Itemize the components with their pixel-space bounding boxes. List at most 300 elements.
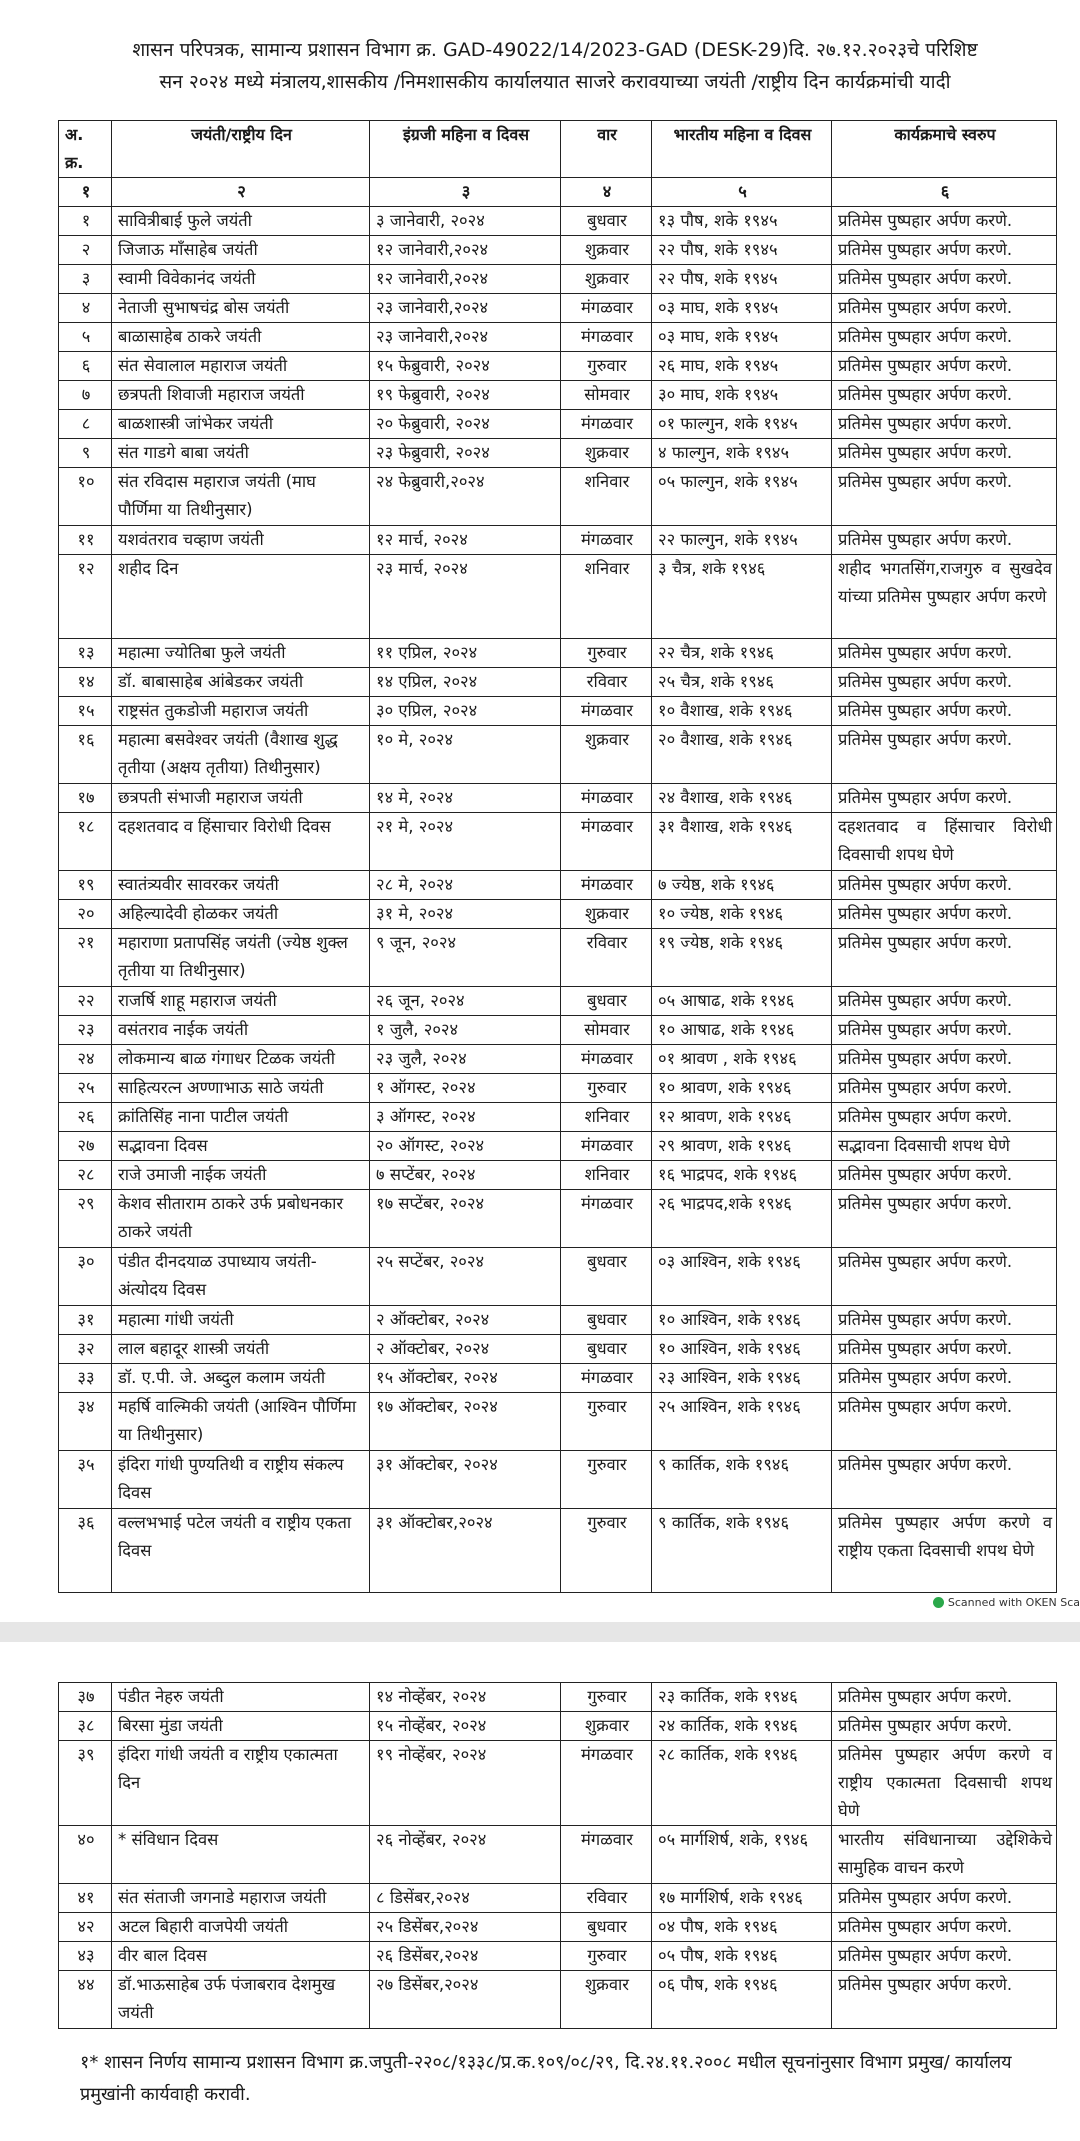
english-date: २ ऑक्टोबर, २०२४ xyxy=(370,1306,561,1335)
event-name: महर्षि वाल्मिकी जयंती (आश्विन पौर्णिमा या तिथीनुसार) xyxy=(112,1393,370,1451)
indian-date: १६ भाद्रपद, शके १९४६ xyxy=(652,1161,832,1190)
table-row xyxy=(59,1683,1057,1712)
event-name: डॉ. बाबासाहेब आंबेडकर जयंती xyxy=(112,668,370,697)
table-row xyxy=(59,726,1057,784)
event-name: अटल बिहारी वाजपेयी जयंती xyxy=(112,1913,370,1942)
table-row xyxy=(59,697,1057,726)
table-row xyxy=(59,526,1057,555)
table-row xyxy=(59,1016,1057,1045)
english-date: २३ जुलै, २०२४ xyxy=(370,1045,561,1074)
weekday: मंगळवार xyxy=(561,526,652,555)
english-date: ८ डिसेंबर,२०२४ xyxy=(370,1884,561,1913)
weekday: मंगळवार xyxy=(561,1364,652,1393)
indian-date: २५ चैत्र, शके १९४६ xyxy=(652,668,832,697)
program-description: प्रतिमेस पुष्पहार अर्पण करणे. xyxy=(832,526,1057,555)
serial-number: १ xyxy=(59,207,112,236)
english-date: ३ जानेवारी, २०२४ xyxy=(370,207,561,236)
program-description: प्रतिमेस पुष्पहार अर्पण करणे व राष्ट्रीय एकता दिवसाची शपथ घेणे xyxy=(832,1509,1057,1593)
event-name: डॉ.भाऊसाहेब उर्फ पंजाबराव देशमुख जयंती xyxy=(112,1971,370,2029)
serial-number: १५ xyxy=(59,697,112,726)
indian-date: २४ कार्तिक, शके १९४६ xyxy=(652,1712,832,1741)
serial-number: ३८ xyxy=(59,1712,112,1741)
col-header-english-date: इंग्रजी महिना व दिवस xyxy=(370,121,561,178)
weekday: गुरुवार xyxy=(561,1074,652,1103)
event-name: बाळशास्त्री जांभेकर जयंती xyxy=(112,410,370,439)
program-description: प्रतिमेस पुष्पहार अर्पण करणे. xyxy=(832,1306,1057,1335)
indian-date: १२ श्रावण, शके १९४६ xyxy=(652,1103,832,1132)
table-row xyxy=(59,1161,1057,1190)
table-row xyxy=(59,1190,1057,1248)
table-row xyxy=(59,1306,1057,1335)
program-description: प्रतिमेस पुष्पहार अर्पण करणे. xyxy=(832,1942,1057,1971)
serial-number: ४ xyxy=(59,294,112,323)
indian-date: १३ पौष, शके १९४५ xyxy=(652,207,832,236)
weekday: गुरुवार xyxy=(561,1393,652,1451)
program-description: प्रतिमेस पुष्पहार अर्पण करणे. xyxy=(832,1016,1057,1045)
event-name: इंदिरा गांधी जयंती व राष्ट्रीय एकात्मता दिन xyxy=(112,1741,370,1826)
table-row xyxy=(59,1393,1057,1451)
program-description: शहीद भगतसिंग,राजगुरु व सुखदेव यांच्या प्रतिमेस पुष्पहार अर्पण करणे xyxy=(832,555,1057,639)
schedule-table xyxy=(58,120,1057,1593)
english-date: ३१ ऑक्टोबर, २०२४ xyxy=(370,1451,561,1509)
indian-date: २६ माघ, शके १९४५ xyxy=(652,352,832,381)
event-name: पंडीत नेहरु जयंती xyxy=(112,1683,370,1712)
indian-date: ९ कार्तिक, शके १९४६ xyxy=(652,1509,832,1593)
table-row xyxy=(59,410,1057,439)
table-row xyxy=(59,1045,1057,1074)
program-description: प्रतिमेस पुष्पहार अर्पण करणे. xyxy=(832,668,1057,697)
weekday: गुरुवार xyxy=(561,639,652,668)
event-name: क्रांतिसिंह नाना पाटील जयंती xyxy=(112,1103,370,1132)
event-name: महात्मा बसवेश्वर जयंती (वैशाख शुद्ध तृतीया (अक्षय तृतीया) तिथीनुसार) xyxy=(112,726,370,784)
event-name: संत सेवालाल महाराज जयंती xyxy=(112,352,370,381)
indian-date: ३१ वैशाख, शके १९४६ xyxy=(652,813,832,871)
program-description: सद्भावना दिवसाची शपथ घेणे xyxy=(832,1132,1057,1161)
indian-date: २२ चैत्र, शके १९४६ xyxy=(652,639,832,668)
indian-date: २२ पौष, शके १९४५ xyxy=(652,236,832,265)
column-number: ३ xyxy=(370,178,561,207)
event-name: बाळासाहेब ठाकरे जयंती xyxy=(112,323,370,352)
table-row xyxy=(59,381,1057,410)
program-description: प्रतिमेस पुष्पहार अर्पण करणे. xyxy=(832,1074,1057,1103)
program-description: प्रतिमेस पुष्पहार अर्पण करणे. xyxy=(832,323,1057,352)
indian-date: ०५ पौष, शके १९४६ xyxy=(652,1942,832,1971)
weekday: रविवार xyxy=(561,929,652,987)
indian-date: २८ कार्तिक, शके १९४६ xyxy=(652,1741,832,1826)
weekday: शुक्रवार xyxy=(561,900,652,929)
program-description: प्रतिमेस पुष्पहार अर्पण करणे. xyxy=(832,1161,1057,1190)
event-name: सद्भावना दिवस xyxy=(112,1132,370,1161)
serial-number: ३ xyxy=(59,265,112,294)
table-row xyxy=(59,1074,1057,1103)
serial-number: २२ xyxy=(59,987,112,1016)
scanner-label: Scanned with OKEN Sca xyxy=(947,1596,1080,1609)
col-header-program: कार्यक्रमाचे स्वरुप xyxy=(832,121,1057,178)
serial-number: ३६ xyxy=(59,1509,112,1593)
table-row xyxy=(59,294,1057,323)
event-name: नेताजी सुभाषचंद्र बोस जयंती xyxy=(112,294,370,323)
event-name: शहीद दिन xyxy=(112,555,370,639)
serial-number: ४० xyxy=(59,1826,112,1884)
program-description: प्रतिमेस पुष्पहार अर्पण करणे. xyxy=(832,294,1057,323)
program-description: प्रतिमेस पुष्पहार अर्पण करणे. xyxy=(832,381,1057,410)
column-number: ४ xyxy=(561,178,652,207)
english-date: २३ फेब्रुवारी, २०२४ xyxy=(370,439,561,468)
english-date: ९ जून, २०२४ xyxy=(370,929,561,987)
table-row xyxy=(59,987,1057,1016)
program-description: प्रतिमेस पुष्पहार अर्पण करणे. xyxy=(832,352,1057,381)
indian-date: ३० माघ, शके १९४५ xyxy=(652,381,832,410)
weekday: गुरुवार xyxy=(561,1683,652,1712)
serial-number: ४३ xyxy=(59,1942,112,1971)
program-description: प्रतिमेस पुष्पहार अर्पण करणे. xyxy=(832,1971,1057,2029)
serial-number: १४ xyxy=(59,668,112,697)
indian-date: १० वैशाख, शके १९४६ xyxy=(652,697,832,726)
program-description: प्रतिमेस पुष्पहार अर्पण करणे. xyxy=(832,410,1057,439)
weekday: शुक्रवार xyxy=(561,236,652,265)
serial-number: ३७ xyxy=(59,1683,112,1712)
table-row xyxy=(59,1884,1057,1913)
event-name: राजे उमाजी नाईक जयंती xyxy=(112,1161,370,1190)
english-date: २८ मे, २०२४ xyxy=(370,871,561,900)
indian-date: ०३ माघ, शके १९४५ xyxy=(652,294,832,323)
english-date: २५ डिसेंबर,२०२४ xyxy=(370,1913,561,1942)
english-date: २६ नोव्हेंबर, २०२४ xyxy=(370,1826,561,1884)
table-row xyxy=(59,1913,1057,1942)
table-row xyxy=(59,265,1057,294)
serial-number: ११ xyxy=(59,526,112,555)
serial-number: १० xyxy=(59,468,112,526)
weekday: शुक्रवार xyxy=(561,439,652,468)
col-header-indian-date: भारतीय महिना व दिवस xyxy=(652,121,832,178)
event-name: पंडीत दीनदयाळ उपाध्याय जयंती-अंत्योदय दिवस xyxy=(112,1248,370,1306)
english-date: २७ डिसेंबर,२०२४ xyxy=(370,1971,561,2029)
col-header-serial: अ. क्र. xyxy=(59,121,112,178)
serial-number: २५ xyxy=(59,1074,112,1103)
table-row xyxy=(59,236,1057,265)
table-row xyxy=(59,1509,1057,1593)
event-name: छत्रपती संभाजी महाराज जयंती xyxy=(112,784,370,813)
weekday: शनिवार xyxy=(561,1161,652,1190)
english-date: २५ सप्टेंबर, २०२४ xyxy=(370,1248,561,1306)
table-row xyxy=(59,1335,1057,1364)
english-date: २३ मार्च, २०२४ xyxy=(370,555,561,639)
serial-number: ३४ xyxy=(59,1393,112,1451)
indian-date: ४ फाल्गुन, शके १९४५ xyxy=(652,439,832,468)
event-name: यशवंतराव चव्हाण जयंती xyxy=(112,526,370,555)
weekday: मंगळवार xyxy=(561,323,652,352)
table-row xyxy=(59,1971,1057,2029)
col-header-event: जयंती/राष्ट्रीय दिन xyxy=(112,121,370,178)
program-description: प्रतिमेस पुष्पहार अर्पण करणे. xyxy=(832,726,1057,784)
serial-number: २३ xyxy=(59,1016,112,1045)
schedule-table-continued xyxy=(58,1682,1057,2029)
english-date: २१ मे, २०२४ xyxy=(370,813,561,871)
event-name: दहशतवाद व हिंसाचार विरोधी दिवस xyxy=(112,813,370,871)
english-date: १ ऑगस्ट, २०२४ xyxy=(370,1074,561,1103)
table-row xyxy=(59,468,1057,526)
indian-date: ०१ फाल्गुन, शके १९४५ xyxy=(652,410,832,439)
english-date: १५ नोव्हेंबर, २०२४ xyxy=(370,1712,561,1741)
indian-date: १७ मार्गशिर्ष, शके १९४६ xyxy=(652,1884,832,1913)
weekday: बुधवार xyxy=(561,1248,652,1306)
program-description: प्रतिमेस पुष्पहार अर्पण करणे. xyxy=(832,871,1057,900)
event-name: राष्ट्रसंत तुकडोजी महाराज जयंती xyxy=(112,697,370,726)
weekday: मंगळवार xyxy=(561,1045,652,1074)
serial-number: ४१ xyxy=(59,1884,112,1913)
event-name: छत्रपती शिवाजी महाराज जयंती xyxy=(112,381,370,410)
indian-date: ०३ आश्विन, शके १९४६ xyxy=(652,1248,832,1306)
serial-number: ३२ xyxy=(59,1335,112,1364)
english-date: १० मे, २०२४ xyxy=(370,726,561,784)
serial-number: ३५ xyxy=(59,1451,112,1509)
serial-number: २९ xyxy=(59,1190,112,1248)
program-description: प्रतिमेस पुष्पहार अर्पण करणे. xyxy=(832,987,1057,1016)
column-number: ६ xyxy=(832,178,1057,207)
indian-date: २२ फाल्गुन, शके १९४५ xyxy=(652,526,832,555)
program-description: प्रतिमेस पुष्पहार अर्पण करणे. xyxy=(832,639,1057,668)
table-row xyxy=(59,668,1057,697)
weekday: बुधवार xyxy=(561,987,652,1016)
indian-date: २३ आश्विन, शके १९४६ xyxy=(652,1364,832,1393)
program-description: प्रतिमेस पुष्पहार अर्पण करणे. xyxy=(832,1393,1057,1451)
table-row xyxy=(59,1942,1057,1971)
column-number: २ xyxy=(112,178,370,207)
program-description: दहशतवाद व हिंसाचार विरोधी दिवसाची शपथ घेणे xyxy=(832,813,1057,871)
serial-number: २७ xyxy=(59,1132,112,1161)
event-name: जिजाऊ माँसाहेब जयंती xyxy=(112,236,370,265)
indian-date: ९ कार्तिक, शके १९४६ xyxy=(652,1451,832,1509)
serial-number: २८ xyxy=(59,1161,112,1190)
table-row xyxy=(59,813,1057,871)
english-date: १२ मार्च, २०२४ xyxy=(370,526,561,555)
weekday: मंगळवार xyxy=(561,784,652,813)
weekday: गुरुवार xyxy=(561,1509,652,1593)
serial-number: ९ xyxy=(59,439,112,468)
column-number: ५ xyxy=(652,178,832,207)
event-name: महाराणा प्रतापसिंह जयंती (ज्येष्ठ शुक्ल तृतीया या तिथीनुसार) xyxy=(112,929,370,987)
program-description: प्रतिमेस पुष्पहार अर्पण करणे व राष्ट्रीय एकात्मता दिवसाची शपथ घेणे xyxy=(832,1741,1057,1826)
program-description: प्रतिमेस पुष्पहार अर्पण करणे. xyxy=(832,929,1057,987)
weekday: गुरुवार xyxy=(561,1451,652,1509)
english-date: २३ जानेवारी,२०२४ xyxy=(370,323,561,352)
weekday: शनिवार xyxy=(561,468,652,526)
event-name: लोकमान्य बाळ गंगाधर टिळक जयंती xyxy=(112,1045,370,1074)
english-date: १२ जानेवारी,२०२४ xyxy=(370,236,561,265)
serial-number: ४४ xyxy=(59,1971,112,2029)
event-name: महात्मा ज्योतिबा फुले जयंती xyxy=(112,639,370,668)
column-number: १ xyxy=(59,178,112,207)
serial-number: ६ xyxy=(59,352,112,381)
event-name: लाल बहादूर शास्त्री जयंती xyxy=(112,1335,370,1364)
serial-number: ३९ xyxy=(59,1741,112,1826)
event-name: संत रविदास महाराज जयंती (माघ पौर्णिमा या तिथीनुसार) xyxy=(112,468,370,526)
english-date: २६ डिसेंबर,२०२४ xyxy=(370,1942,561,1971)
program-description: प्रतिमेस पुष्पहार अर्पण करणे. xyxy=(832,1045,1057,1074)
weekday: शुक्रवार xyxy=(561,1971,652,2029)
english-date: २० फेब्रुवारी, २०२४ xyxy=(370,410,561,439)
table-row xyxy=(59,1103,1057,1132)
english-date: २४ फेब्रुवारी,२०२४ xyxy=(370,468,561,526)
program-description: प्रतिमेस पुष्पहार अर्पण करणे. xyxy=(832,207,1057,236)
indian-date: १० श्रावण, शके १९४६ xyxy=(652,1074,832,1103)
english-date: १७ सप्टेंबर, २०२४ xyxy=(370,1190,561,1248)
event-name: बिरसा मुंडा जयंती xyxy=(112,1712,370,1741)
indian-date: १० ज्येष्ठ, शके १९४६ xyxy=(652,900,832,929)
table-row xyxy=(59,1826,1057,1884)
event-name: वीर बाल दिवस xyxy=(112,1942,370,1971)
english-date: २६ जून, २०२४ xyxy=(370,987,561,1016)
event-name: महात्मा गांधी जयंती xyxy=(112,1306,370,1335)
weekday: गुरुवार xyxy=(561,1942,652,1971)
serial-number: २४ xyxy=(59,1045,112,1074)
serial-number: ५ xyxy=(59,323,112,352)
english-date: २ ऑक्टोबर, २०२४ xyxy=(370,1335,561,1364)
english-date: ३१ मे, २०२४ xyxy=(370,900,561,929)
table-row xyxy=(59,871,1057,900)
english-date: १२ जानेवारी,२०२४ xyxy=(370,265,561,294)
weekday: मंगळवार xyxy=(561,1741,652,1826)
english-date: ७ सप्टेंबर, २०२४ xyxy=(370,1161,561,1190)
serial-number: ३० xyxy=(59,1248,112,1306)
serial-number: ३१ xyxy=(59,1306,112,1335)
english-date: १४ एप्रिल, २०२४ xyxy=(370,668,561,697)
program-description: प्रतिमेस पुष्पहार अर्पण करणे. xyxy=(832,468,1057,526)
english-date: १९ फेब्रुवारी, २०२४ xyxy=(370,381,561,410)
indian-date: ०३ माघ, शके १९४५ xyxy=(652,323,832,352)
document-header xyxy=(60,34,1050,98)
serial-number: २१ xyxy=(59,929,112,987)
event-name: संत संताजी जगनाडे महाराज जयंती xyxy=(112,1884,370,1913)
indian-date: ३ चैत्र, शके १९४६ xyxy=(652,555,832,639)
table-row xyxy=(59,1712,1057,1741)
english-date: १७ ऑक्टोबर, २०२४ xyxy=(370,1393,561,1451)
indian-date: ०५ फाल्गुन, शके १९४५ xyxy=(652,468,832,526)
indian-date: १० आश्विन, शके १९४६ xyxy=(652,1306,832,1335)
indian-date: १० आश्विन, शके १९४६ xyxy=(652,1335,832,1364)
english-date: १९ नोव्हेंबर, २०२४ xyxy=(370,1741,561,1826)
weekday: मंगळवार xyxy=(561,813,652,871)
serial-number: ३३ xyxy=(59,1364,112,1393)
weekday: शुक्रवार xyxy=(561,1712,652,1741)
indian-date: १० आषाढ, शके १९४६ xyxy=(652,1016,832,1045)
page-separator xyxy=(0,1622,1080,1642)
table-row xyxy=(59,1248,1057,1306)
indian-date: ०६ पौष, शके १९४६ xyxy=(652,1971,832,2029)
header-line-1: शासन परिपत्रक, सामान्य प्रशासन विभाग क्र. GAD-49022/14/2023-GAD (DESK-29)दि. २७.१२.२०२३चे परिशिष्ट xyxy=(132,39,978,61)
program-description: प्रतिमेस पुष्पहार अर्पण करणे. xyxy=(832,784,1057,813)
english-date: १५ ऑक्टोबर, २०२४ xyxy=(370,1364,561,1393)
serial-number: २६ xyxy=(59,1103,112,1132)
weekday: शुक्रवार xyxy=(561,726,652,784)
program-description: प्रतिमेस पुष्पहार अर्पण करणे. xyxy=(832,1190,1057,1248)
event-name: वल्लभभाई पटेल जयंती व राष्ट्रीय एकता दिवस xyxy=(112,1509,370,1593)
indian-date: २० वैशाख, शके १९४६ xyxy=(652,726,832,784)
weekday: मंगळवार xyxy=(561,871,652,900)
indian-date: २३ कार्तिक, शके १९४६ xyxy=(652,1683,832,1712)
table-row xyxy=(59,555,1057,639)
program-description: प्रतिमेस पुष्पहार अर्पण करणे. xyxy=(832,1335,1057,1364)
table-row xyxy=(59,929,1057,987)
event-name: साहित्यरत्न अण्णाभाऊ साठे जयंती xyxy=(112,1074,370,1103)
indian-date: ०५ मार्गशिर्ष, शके, १९४६ xyxy=(652,1826,832,1884)
serial-number: १३ xyxy=(59,639,112,668)
serial-number: १६ xyxy=(59,726,112,784)
serial-number: ८ xyxy=(59,410,112,439)
serial-number: २ xyxy=(59,236,112,265)
event-name: संत गाडगे बाबा जयंती xyxy=(112,439,370,468)
weekday: मंगळवार xyxy=(561,410,652,439)
english-date: १४ नोव्हेंबर, २०२४ xyxy=(370,1683,561,1712)
program-description: प्रतिमेस पुष्पहार अर्पण करणे. xyxy=(832,900,1057,929)
weekday: मंगळवार xyxy=(561,1132,652,1161)
weekday: रविवार xyxy=(561,1884,652,1913)
event-name: स्वातंत्र्यवीर सावरकर जयंती xyxy=(112,871,370,900)
indian-date: ०१ श्रावण , शके १९४६ xyxy=(652,1045,832,1074)
table-row xyxy=(59,900,1057,929)
event-name: इंदिरा गांधी पुण्यतिथी व राष्ट्रीय संकल्प दिवस xyxy=(112,1451,370,1509)
program-description: प्रतिमेस पुष्पहार अर्पण करणे. xyxy=(832,697,1057,726)
weekday: बुधवार xyxy=(561,1335,652,1364)
english-date: ३ ऑगस्ट, २०२४ xyxy=(370,1103,561,1132)
program-description: प्रतिमेस पुष्पहार अर्पण करणे. xyxy=(832,1913,1057,1942)
table-row xyxy=(59,1451,1057,1509)
indian-date: २९ श्रावण, शके १९४६ xyxy=(652,1132,832,1161)
program-description: प्रतिमेस पुष्पहार अर्पण करणे. xyxy=(832,1103,1057,1132)
program-description: प्रतिमेस पुष्पहार अर्पण करणे. xyxy=(832,1451,1057,1509)
serial-number: २० xyxy=(59,900,112,929)
serial-number: १२ xyxy=(59,555,112,639)
indian-date: ०५ आषाढ, शके १९४६ xyxy=(652,987,832,1016)
weekday: मंगळवार xyxy=(561,697,652,726)
event-name: सावित्रीबाई फुले जयंती xyxy=(112,207,370,236)
indian-date: ०४ पौष, शके १९४६ xyxy=(652,1913,832,1942)
column-number-row xyxy=(59,178,1057,207)
table-row xyxy=(59,439,1057,468)
program-description: प्रतिमेस पुष्पहार अर्पण करणे. xyxy=(832,439,1057,468)
event-name: डॉ. ए.पी. जे. अब्दुल कलाम जयंती xyxy=(112,1364,370,1393)
weekday: सोमवार xyxy=(561,1016,652,1045)
table-row xyxy=(59,323,1057,352)
english-date: ३० एप्रिल, २०२४ xyxy=(370,697,561,726)
weekday: गुरुवार xyxy=(561,352,652,381)
serial-number: ४२ xyxy=(59,1913,112,1942)
english-date: २३ जानेवारी,२०२४ xyxy=(370,294,561,323)
weekday: मंगळवार xyxy=(561,1190,652,1248)
indian-date: २६ भाद्रपद,शके १९४६ xyxy=(652,1190,832,1248)
page-two xyxy=(0,1642,1080,2141)
english-date: ३१ ऑक्टोबर,२०२४ xyxy=(370,1509,561,1593)
table-row xyxy=(59,639,1057,668)
weekday: शुक्रवार xyxy=(561,265,652,294)
program-description: प्रतिमेस पुष्पहार अर्पण करणे. xyxy=(832,265,1057,294)
table-row xyxy=(59,1364,1057,1393)
table-row xyxy=(59,1741,1057,1826)
footnote: १* शासन निर्णय सामान्य प्रशासन विभाग क्र.जपुती-२२०८/१३३८/प्र.क.१०९/०८/२९, दि.२४.११.२००८ मधील सूचनांनुसार विभाग प्रमुख/ कार्यालय प्रमुखांनी कार्यवाही करावी. xyxy=(80,2052,1012,2105)
weekday: मंगळवार xyxy=(561,294,652,323)
serial-number: ७ xyxy=(59,381,112,410)
table-row xyxy=(59,1132,1057,1161)
english-date: ११ एप्रिल, २०२४ xyxy=(370,639,561,668)
program-description: प्रतिमेस पुष्पहार अर्पण करणे. xyxy=(832,1683,1057,1712)
table-row xyxy=(59,352,1057,381)
header-row xyxy=(59,121,1057,178)
col-header-weekday: वार xyxy=(561,121,652,178)
header-line-2: सन २०२४ मध्ये मंत्रालय,शासकीय /निमशासकीय कार्यालयात साजरे करावयाच्या जयंती /राष्ट्रीय दिन कार्यक्रमांची यादी xyxy=(159,71,951,93)
event-name: अहिल्यादेवी होळकर जयंती xyxy=(112,900,370,929)
event-name: वसंतराव नाईक जयंती xyxy=(112,1016,370,1045)
program-description: भारतीय संविधानाच्या उद्देशिकेचे सामुहिक वाचन करणे xyxy=(832,1826,1057,1884)
